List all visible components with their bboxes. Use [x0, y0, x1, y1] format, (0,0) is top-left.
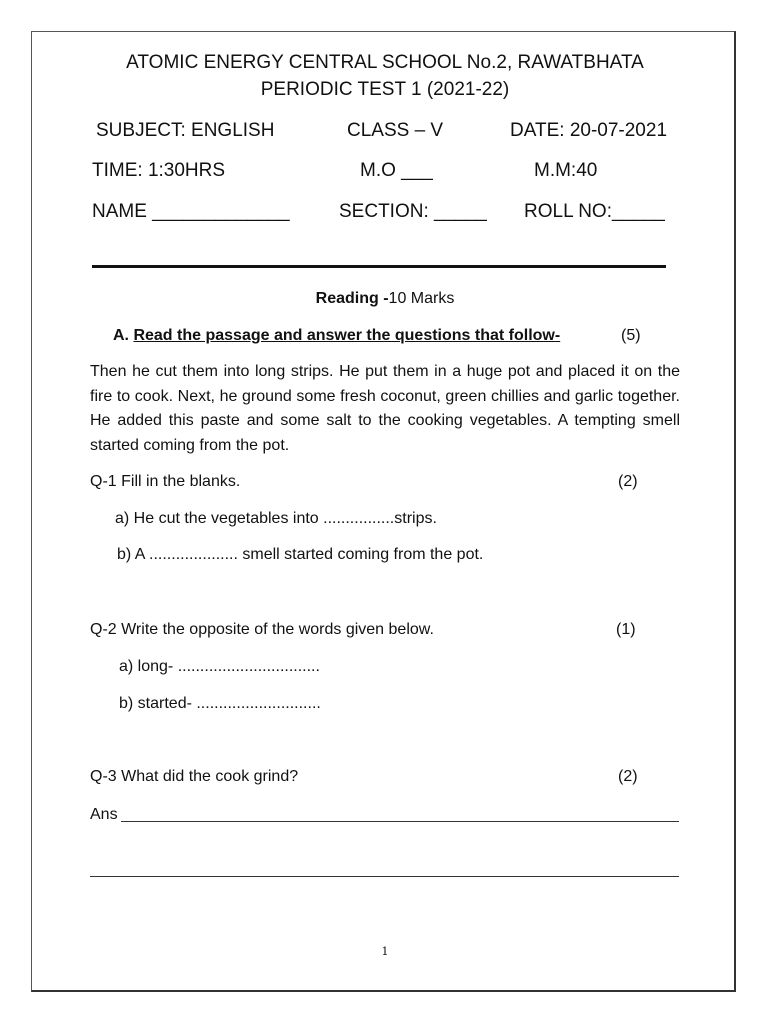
- q1-part-a: a) He cut the vegetables into ................strips.: [115, 510, 437, 527]
- q1-text: Q-1 Fill in the blanks.: [90, 473, 241, 490]
- section-a-instruction: [113, 327, 560, 345]
- test-title: PERIODIC TEST 1 (2021-22): [260, 79, 510, 100]
- reading-passage: [90, 360, 680, 458]
- q1-part-b: b) A .................... smell started coming from the pot.: [117, 546, 484, 563]
- q3-answer-label: Ans: [90, 806, 118, 823]
- section-a-text: Read the passage and answer the questions that follow-: [133, 327, 561, 344]
- q3-answer-line-1: [121, 821, 679, 822]
- q3-text: Q-3 What did the cook grind?: [90, 768, 299, 785]
- q2-part-b: b) started- ............................: [119, 695, 321, 712]
- header-divider: [92, 265, 666, 268]
- time-label: TIME: 1:30HRS: [92, 160, 226, 181]
- max-obtained-field: M.O ___: [360, 160, 433, 181]
- roll-no-field: ROLL NO:_____: [524, 201, 665, 222]
- name-field: NAME _____________: [92, 201, 290, 222]
- q2-part-a: a) long- ................................: [119, 658, 320, 675]
- section-field: SECTION: _____: [339, 201, 487, 222]
- class-label: CLASS – V: [347, 120, 444, 141]
- section-a-marks: (5): [621, 327, 641, 344]
- q2-text: Q-2 Write the opposite of the words given below.: [90, 621, 434, 638]
- section-a-letter: A.: [113, 327, 129, 344]
- reading-title: [0, 290, 770, 308]
- q3-marks: (2): [618, 768, 638, 785]
- max-marks-label: M.M:40: [534, 160, 598, 181]
- date-label: DATE: 20-07-2021: [510, 120, 668, 141]
- page-number: 1: [381, 945, 389, 958]
- subject-label: SUBJECT: ENGLISH: [96, 120, 275, 141]
- reading-title-marks: 10 Marks: [388, 290, 455, 307]
- passage-text: Then he cut them into long strips. He put them in a huge pot and placed it on the fire to cook. Next, he ground some fresh coconut, green chillies and garlic together. He added this paste and some salt to the cooking vegetables. A tempting smell started coming from the pot.: [90, 363, 680, 454]
- q3-answer-line-2: [90, 876, 679, 877]
- school-name: ATOMIC ENERGY CENTRAL SCHOOL No.2, RAWATBHATA: [126, 52, 644, 73]
- q1-marks: (2): [618, 473, 638, 490]
- reading-title-bold: Reading -: [315, 290, 389, 307]
- q2-marks: (1): [616, 621, 636, 638]
